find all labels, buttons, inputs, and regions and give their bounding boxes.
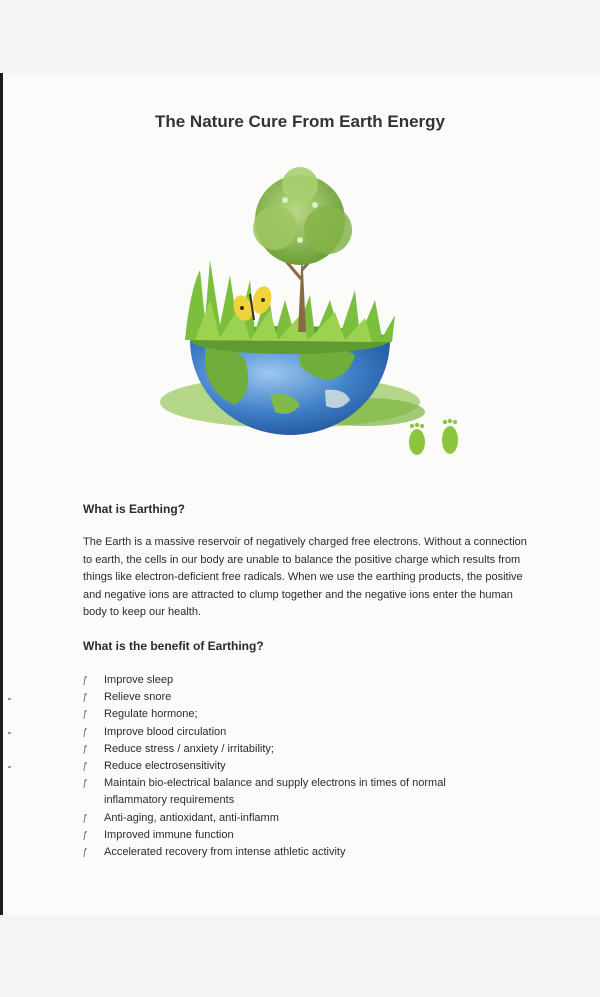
bullet-icon: ƒ [82, 726, 88, 738]
list-item: ƒ Regulate hormone; [80, 706, 510, 723]
bullet-icon: ƒ [82, 812, 88, 824]
bottom-margin [0, 915, 600, 997]
bullet-icon: ƒ [82, 743, 88, 755]
list-item: ƒ Accelerated recovery from intense athletic activity [80, 844, 510, 861]
bullet-icon: ƒ [82, 709, 88, 721]
earth-illustration [150, 150, 480, 470]
bullet-icon: ƒ [82, 675, 88, 686]
section-heading-benefits: What is the benefit of Earthing? [83, 639, 264, 653]
top-margin [0, 0, 600, 73]
list-item: ƒ Improve sleep [80, 672, 510, 689]
list-item: ƒ Anti-aging, antioxidant, anti-inflamm [80, 810, 510, 827]
scan-mark [8, 766, 11, 768]
bullet-icon: ƒ [82, 692, 88, 704]
bullet-icon: ƒ [82, 778, 88, 790]
list-item: ƒ Improved immune function [80, 827, 510, 844]
list-item: ƒ Improve blood circulation [80, 724, 510, 741]
grass-icon [185, 260, 395, 342]
page-title: The Nature Cure From Earth Energy [154, 112, 445, 131]
scan-mark [8, 698, 11, 700]
list-item: ƒ Relieve snore [80, 689, 510, 706]
list-item: ƒ Reduce electrosensitivity [80, 758, 510, 775]
bullet-icon: ƒ [82, 761, 88, 773]
section-heading-earthing: What is Earthing? [83, 502, 185, 516]
list-item: ƒ Reduce stress / anxiety / irritability; [80, 741, 510, 758]
footprints-icon [409, 419, 458, 455]
list-item: ƒ Maintain bio-electrical balance and supply electrons in times of normal inflammatory requirements [82, 777, 446, 807]
bullet-icon: ƒ [82, 829, 88, 841]
benefits-list [80, 672, 510, 861]
bullet-icon: ƒ [82, 847, 88, 859]
scan-mark [8, 732, 11, 734]
earthing-description: The Earth is a massive reservoir of negatively charged free electrons. Without a connection to earth, the cells in our body are unable to balance the positive charge which results from things like electron-deficient free radicals. When we use the earthing products, the positive and negative ions are attracted to clump together and the negative ions enter the human body to keep our health. [83, 536, 527, 618]
